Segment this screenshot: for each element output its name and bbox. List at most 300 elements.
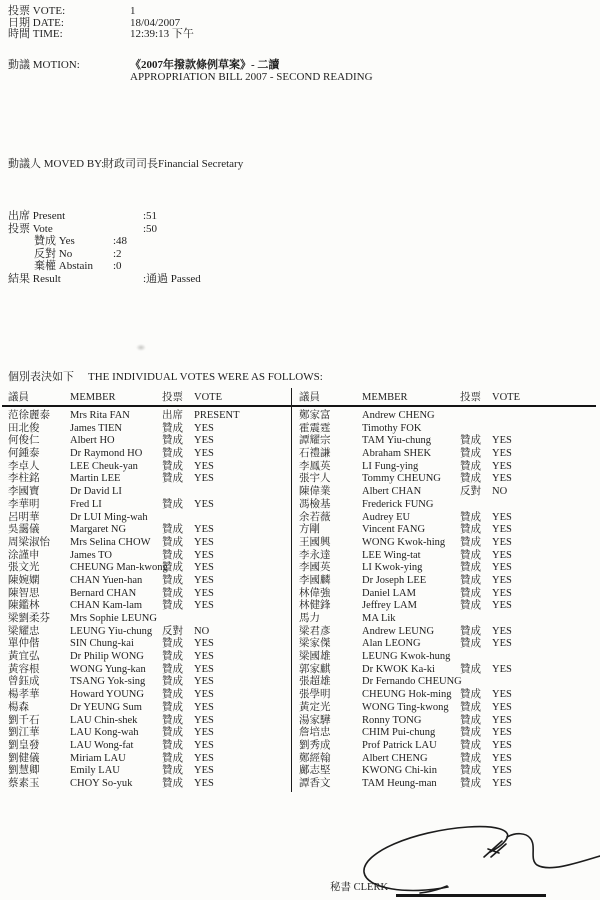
motion-label: 動議 MOTION: [8, 59, 80, 71]
member-vote-en: YES [194, 777, 214, 789]
member-name-en: Dr Raymond HO [70, 448, 143, 460]
member-vote-en: YES [492, 574, 512, 586]
table-row [8, 461, 291, 474]
member-name-en: LEE Wing-tat [362, 549, 421, 561]
member-vote-cn: 贊成 [460, 727, 481, 739]
member-vote-en: YES [194, 524, 214, 536]
table-row [299, 550, 597, 563]
member-vote-cn: 贊成 [162, 460, 183, 472]
member-vote-cn: 反對 [162, 625, 183, 637]
member-vote-en: YES [492, 727, 512, 739]
member-vote-cn [460, 676, 492, 689]
member-name-cn: 涂謹申 [8, 549, 40, 561]
member-name-en: LI Kwok-ying [362, 562, 423, 574]
member-vote-cn: 贊成 [162, 448, 183, 460]
member-vote-cn: 贊成 [460, 587, 481, 599]
member-vote-cn: 贊成 [460, 663, 481, 675]
member-vote-cn: 贊成 [460, 625, 481, 637]
member-name-en: Mrs Selina CHOW [70, 536, 151, 548]
member-vote-en [194, 486, 291, 499]
member-name-cn: 鄺志堅 [299, 765, 331, 777]
votes-table-left [8, 392, 291, 789]
table-row [8, 689, 291, 702]
member-name-cn: 劉健儀 [8, 752, 40, 764]
member-name-en: CHEUNG Hok-ming [362, 689, 452, 701]
member-name-cn: 馬力 [299, 613, 320, 624]
member-name-en: KWONG Chi-kin [362, 765, 437, 777]
member-vote-en [492, 410, 597, 423]
member-name-cn: 方剛 [299, 524, 320, 536]
member-vote-cn: 贊成 [460, 511, 481, 523]
member-name-cn: 劉秀成 [299, 739, 331, 751]
member-vote-en: YES [492, 701, 512, 713]
table-header-rule [2, 405, 596, 407]
member-name-en: Daniel LAM [362, 587, 416, 599]
member-name-en: CHIM Pui-chung [362, 727, 436, 739]
member-name-en: CHEUNG Man-kwong [70, 562, 168, 574]
table-row [8, 562, 291, 575]
member-name-cn: 林健鋒 [299, 600, 331, 612]
member-name-en: Frederick FUNG [362, 498, 434, 510]
member-name-cn: 單仲偕 [8, 638, 40, 650]
scan-smudge [136, 344, 146, 351]
member-vote-cn: 贊成 [460, 460, 481, 472]
table-row [8, 613, 291, 626]
present-label: 出席 Present [8, 210, 66, 222]
member-name-en: LAU Wong-fat [70, 739, 134, 751]
member-vote-cn: 贊成 [162, 536, 183, 548]
member-name-cn: 余若薇 [299, 511, 331, 523]
member-vote-cn: 贊成 [162, 600, 183, 612]
member-name-en: Bernard CHAN [70, 587, 137, 599]
member-vote-cn: 贊成 [162, 473, 183, 485]
table-row [299, 715, 597, 728]
member-name-cn: 李國英 [299, 562, 331, 574]
table-row [299, 435, 597, 448]
member-name-cn: 范徐麗泰 [8, 410, 50, 421]
member-vote-cn: 贊成 [162, 562, 183, 574]
member-vote-cn: 贊成 [460, 765, 481, 777]
table-row [8, 727, 291, 740]
member-name-cn: 何鍾泰 [8, 448, 40, 460]
member-vote-cn: 贊成 [460, 536, 481, 548]
member-vote-en: YES [492, 536, 512, 548]
moved-by-label: 動議人 MOVED BY: [8, 158, 105, 170]
member-name-en: TSANG Yok-sing [70, 676, 146, 688]
member-vote-en: YES [194, 498, 214, 510]
member-name-en: TAM Heung-man [362, 777, 437, 789]
member-vote-cn: 贊成 [162, 752, 183, 764]
member-name-cn: 李柱銘 [8, 473, 40, 485]
table-row [299, 689, 597, 702]
table-column-divider [291, 388, 292, 792]
table-row [8, 765, 291, 778]
col-header-member-cn: 議員 [8, 392, 29, 403]
table-row [8, 638, 291, 651]
member-name-cn: 梁劉柔芬 [8, 613, 50, 624]
table-row [299, 410, 597, 423]
member-vote-cn: 贊成 [162, 587, 183, 599]
member-name-cn: 黃宜弘 [8, 651, 40, 663]
abstain-label: 棄權 Abstain [34, 260, 93, 272]
member-name-cn: 蔡素玉 [8, 777, 40, 789]
member-name-cn: 楊森 [8, 701, 29, 713]
member-vote-cn: 贊成 [162, 777, 183, 789]
member-name-cn: 鄭家富 [299, 410, 331, 421]
member-vote-cn: 贊成 [460, 600, 481, 612]
member-vote-en: YES [492, 524, 512, 536]
table-row [8, 740, 291, 753]
member-name-en: Prof Patrick LAU [362, 739, 437, 751]
no-label: 反對 No [34, 247, 73, 260]
vote-no-value: 1 [130, 5, 136, 17]
member-name-cn: 湯家驊 [299, 714, 331, 726]
member-name-cn: 梁國雄 [299, 651, 331, 663]
member-name-cn: 楊孝華 [8, 689, 40, 701]
member-vote-en: YES [492, 739, 512, 751]
member-name-cn: 李華明 [8, 498, 40, 510]
votes-table-right [299, 392, 597, 789]
member-vote-cn: 贊成 [460, 714, 481, 726]
member-name-cn: 陳智思 [8, 587, 40, 599]
member-vote-en: YES [492, 448, 512, 460]
member-vote-en: YES [194, 701, 214, 713]
member-name-en: Jeffrey LAM [362, 600, 417, 612]
member-name-en: SIN Chung-kai [70, 638, 134, 650]
table-row [299, 537, 597, 550]
member-name-cn: 呂明華 [8, 511, 40, 523]
table-row [8, 600, 291, 613]
vote-no-label: 投票 VOTE: [8, 5, 66, 17]
member-vote-en: YES [492, 435, 512, 447]
table-row [299, 448, 597, 461]
member-name-cn: 詹培忠 [299, 727, 331, 739]
member-name-en: James TIEN [70, 422, 123, 434]
table-row [8, 524, 291, 537]
member-vote-cn: 贊成 [162, 701, 183, 713]
member-name-cn: 陳婉嫻 [8, 574, 40, 586]
member-vote-en [492, 613, 597, 626]
table-row [299, 588, 597, 601]
col-header-vote-en: VOTE [492, 392, 520, 403]
table-row [8, 575, 291, 588]
member-vote-cn: 贊成 [460, 752, 481, 764]
table-header-row [8, 392, 291, 405]
member-vote-cn: 贊成 [162, 524, 183, 536]
table-row [299, 664, 597, 677]
member-name-en: Albert CHAN [362, 486, 422, 498]
member-name-cn: 周梁淑怡 [8, 536, 50, 548]
member-vote-cn [162, 486, 194, 499]
member-name-en: CHAN Yuen-han [70, 574, 143, 586]
table-row [8, 435, 291, 448]
member-vote-cn [460, 651, 492, 664]
member-vote-en: YES [492, 689, 512, 701]
member-vote-en: YES [492, 663, 512, 675]
member-name-cn: 鄭經翰 [299, 752, 331, 764]
member-name-en: Albert HO [70, 435, 115, 447]
result-value: :通過 Passed [143, 272, 201, 285]
member-vote-en [492, 499, 597, 512]
member-vote-en: YES [194, 549, 214, 561]
table-row [8, 702, 291, 715]
member-vote-cn [162, 512, 194, 525]
table-row [8, 664, 291, 677]
member-name-en: Howard YOUNG [70, 689, 144, 701]
motion-title-cn: 《2007年撥款條例草案》- 二讀 [130, 59, 280, 71]
member-vote-cn [460, 423, 492, 436]
member-vote-en: YES [194, 638, 214, 650]
member-name-en: Andrew CHENG [362, 410, 435, 421]
member-name-en: Dr Philip WONG [70, 651, 144, 663]
table-row [299, 676, 597, 689]
member-vote-en: YES [194, 663, 214, 675]
member-name-cn: 李鳳英 [299, 460, 331, 472]
table-row [299, 727, 597, 740]
member-vote-cn [162, 613, 194, 626]
member-name-cn: 李國麟 [299, 574, 331, 586]
member-vote-en: YES [492, 714, 512, 726]
table-row [8, 410, 291, 423]
member-name-cn: 吳靄儀 [8, 524, 40, 536]
member-name-en: CHAN Kam-lam [70, 600, 143, 612]
member-name-cn: 李永達 [299, 549, 331, 561]
table-row [299, 423, 597, 436]
member-vote-en [492, 423, 597, 436]
member-name-en: LEUNG Kwok-hung [362, 651, 451, 663]
table-row [299, 512, 597, 525]
member-vote-en: YES [194, 435, 214, 447]
member-name-cn: 曾鈺成 [8, 676, 40, 688]
moved-by-value: 財政司司長Financial Secretary [103, 158, 244, 170]
member-name-cn: 李卓人 [8, 460, 40, 472]
member-name-en: Vincent FANG [362, 524, 426, 536]
member-vote-en: YES [194, 739, 214, 751]
member-name-cn: 林偉強 [299, 587, 331, 599]
member-name-en: Timothy FOK [362, 422, 422, 434]
member-vote-cn: 贊成 [460, 524, 481, 536]
member-name-en: LAU Kong-wah [70, 727, 139, 739]
member-vote-en: YES [492, 549, 512, 561]
member-vote-en [194, 613, 291, 626]
table-row [299, 575, 597, 588]
member-vote-en: NO [492, 486, 508, 498]
member-name-en: Dr YEUNG Sum [70, 701, 142, 713]
member-vote-cn: 贊成 [460, 574, 481, 586]
table-row [299, 524, 597, 537]
member-vote-cn: 出席 [162, 410, 183, 421]
member-vote-en: YES [194, 752, 214, 764]
member-vote-en: YES [492, 777, 512, 789]
member-vote-cn: 贊成 [162, 663, 183, 675]
col-header-member-en: MEMBER [362, 392, 408, 403]
member-vote-en: YES [194, 600, 214, 612]
member-vote-en: YES [194, 473, 214, 485]
member-name-cn: 田北俊 [8, 422, 40, 434]
member-name-cn: 譚香文 [299, 777, 331, 789]
table-row [8, 778, 291, 791]
member-vote-en [492, 676, 597, 689]
table-row [299, 461, 597, 474]
member-vote-en: YES [492, 765, 512, 777]
member-vote-cn [460, 499, 492, 512]
table-row [299, 626, 597, 639]
member-vote-en: YES [194, 714, 214, 726]
member-name-en: Dr Fernando CHEUNG [362, 676, 462, 688]
table-row [299, 473, 597, 486]
member-vote-cn: 贊成 [460, 562, 481, 574]
result-label: 結果 Result [8, 272, 61, 285]
vote-count-value: :50 [143, 222, 158, 235]
member-vote-cn: 贊成 [460, 701, 481, 713]
table-row [8, 423, 291, 436]
member-vote-en: YES [194, 689, 214, 701]
member-name-en: Dr KWOK Ka-ki [362, 663, 435, 675]
table-row [8, 486, 291, 499]
member-name-en: LEUNG Yiu-chung [70, 625, 153, 637]
votes-table-right-body [299, 410, 597, 791]
individual-votes-intro-en: THE INDIVIDUAL VOTES WERE AS FOLLOWS: [88, 371, 323, 383]
member-name-cn: 梁家傑 [299, 638, 331, 650]
member-name-cn: 霍震霆 [299, 422, 331, 434]
member-name-en: Albert CHENG [362, 752, 428, 764]
table-row [8, 676, 291, 689]
motion-title-en: APPROPRIATION BILL 2007 - SECOND READING [130, 70, 373, 83]
table-row [8, 499, 291, 512]
member-vote-cn: 反對 [460, 486, 481, 498]
table-row [299, 499, 597, 512]
member-name-en: Alan LEONG [362, 638, 421, 650]
no-value: :2 [113, 247, 122, 260]
table-row [299, 562, 597, 575]
table-row [8, 537, 291, 550]
clerk-signature-line [396, 894, 546, 897]
present-value: :51 [143, 210, 158, 222]
table-row [299, 778, 597, 791]
table-row [8, 753, 291, 766]
table-row [8, 651, 291, 664]
member-vote-cn: 贊成 [460, 638, 481, 650]
member-vote-en: YES [194, 727, 214, 739]
member-name-cn: 石禮謙 [299, 448, 331, 460]
member-vote-cn: 贊成 [460, 689, 481, 701]
individual-votes-intro-cn: 個別表決如下 [8, 371, 74, 383]
vote-count-label: 投票 Vote [8, 222, 53, 235]
col-header-vote-cn: 投票 [460, 392, 481, 403]
member-vote-en: PRESENT [194, 410, 240, 421]
abstain-value: :0 [113, 260, 122, 272]
member-name-cn: 劉江華 [8, 727, 40, 739]
member-vote-en: YES [492, 638, 512, 650]
table-header-row [299, 392, 597, 405]
member-vote-en: YES [492, 625, 512, 637]
member-name-en: CHOY So-yuk [70, 777, 133, 789]
col-header-member-cn: 議員 [299, 392, 320, 403]
member-vote-en: YES [194, 422, 214, 434]
col-header-vote-cn: 投票 [162, 392, 183, 403]
member-vote-en: YES [492, 562, 512, 574]
member-name-cn: 黃容根 [8, 663, 40, 675]
table-row [8, 715, 291, 728]
member-vote-cn: 贊成 [460, 777, 481, 789]
member-name-en: Dr LUI Ming-wah [70, 511, 148, 523]
date-label: 日期 DATE: [8, 16, 64, 29]
table-row [299, 613, 597, 626]
member-vote-en [492, 651, 597, 664]
member-name-cn: 張文光 [8, 562, 40, 574]
table-row [8, 588, 291, 601]
member-vote-en: YES [492, 587, 512, 599]
member-vote-cn: 贊成 [460, 435, 481, 447]
member-name-en: WONG Yung-kan [70, 663, 146, 675]
member-name-en: Emily LAU [70, 765, 120, 777]
member-vote-cn: 贊成 [162, 739, 183, 751]
member-vote-cn: 贊成 [460, 448, 481, 460]
member-name-en: TAM Yiu-chung [362, 435, 432, 447]
member-name-cn: 譚耀宗 [299, 435, 331, 447]
member-name-en: MA Lik [362, 613, 396, 624]
table-row [299, 651, 597, 664]
member-vote-cn: 贊成 [162, 765, 183, 777]
member-name-en: Audrey EU [362, 511, 411, 523]
table-row [8, 473, 291, 486]
table-row [8, 512, 291, 525]
member-vote-en: YES [194, 460, 214, 472]
member-name-en: WONG Kwok-hing [362, 536, 446, 548]
member-vote-en: YES [492, 473, 512, 485]
member-name-cn: 張學明 [299, 689, 331, 701]
table-row [299, 486, 597, 499]
member-vote-cn: 贊成 [162, 727, 183, 739]
member-name-en: Andrew LEUNG [362, 625, 435, 637]
member-vote-en [194, 512, 291, 525]
member-vote-cn: 贊成 [162, 714, 183, 726]
col-header-member-en: MEMBER [70, 392, 116, 403]
member-name-cn: 劉皇發 [8, 739, 40, 751]
member-name-cn: 黃定光 [299, 701, 331, 713]
votes-table-left-body [8, 410, 291, 791]
member-name-en: Abraham SHEK [362, 448, 432, 460]
member-vote-cn [460, 410, 492, 423]
member-vote-en: YES [194, 536, 214, 548]
table-row [299, 638, 597, 651]
member-name-cn: 梁耀忠 [8, 625, 40, 637]
member-vote-en: NO [194, 625, 210, 637]
table-row [299, 753, 597, 766]
member-name-en: Miriam LAU [70, 752, 126, 764]
member-vote-en: YES [194, 574, 214, 586]
member-name-cn: 郭家麒 [299, 663, 331, 675]
date-value: 18/04/2007 [130, 16, 181, 29]
member-vote-cn [460, 613, 492, 626]
table-row [299, 702, 597, 715]
member-name-en: Ronny TONG [362, 714, 422, 726]
table-row [299, 600, 597, 613]
member-name-en: Martin LEE [70, 473, 121, 485]
member-vote-cn: 贊成 [162, 435, 183, 447]
member-name-en: Fred LI [70, 498, 102, 510]
member-name-cn: 王國興 [299, 536, 331, 548]
member-vote-cn: 贊成 [162, 638, 183, 650]
time-label: 時間 TIME: [8, 28, 63, 40]
member-name-cn: 陳偉業 [299, 486, 331, 498]
member-vote-en: YES [492, 460, 512, 472]
member-name-cn: 馮檢基 [299, 498, 331, 510]
member-name-cn: 劉慧卿 [8, 765, 40, 777]
member-vote-en: YES [492, 752, 512, 764]
member-vote-en: YES [492, 600, 512, 612]
member-name-en: WONG Ting-kwong [362, 701, 449, 713]
